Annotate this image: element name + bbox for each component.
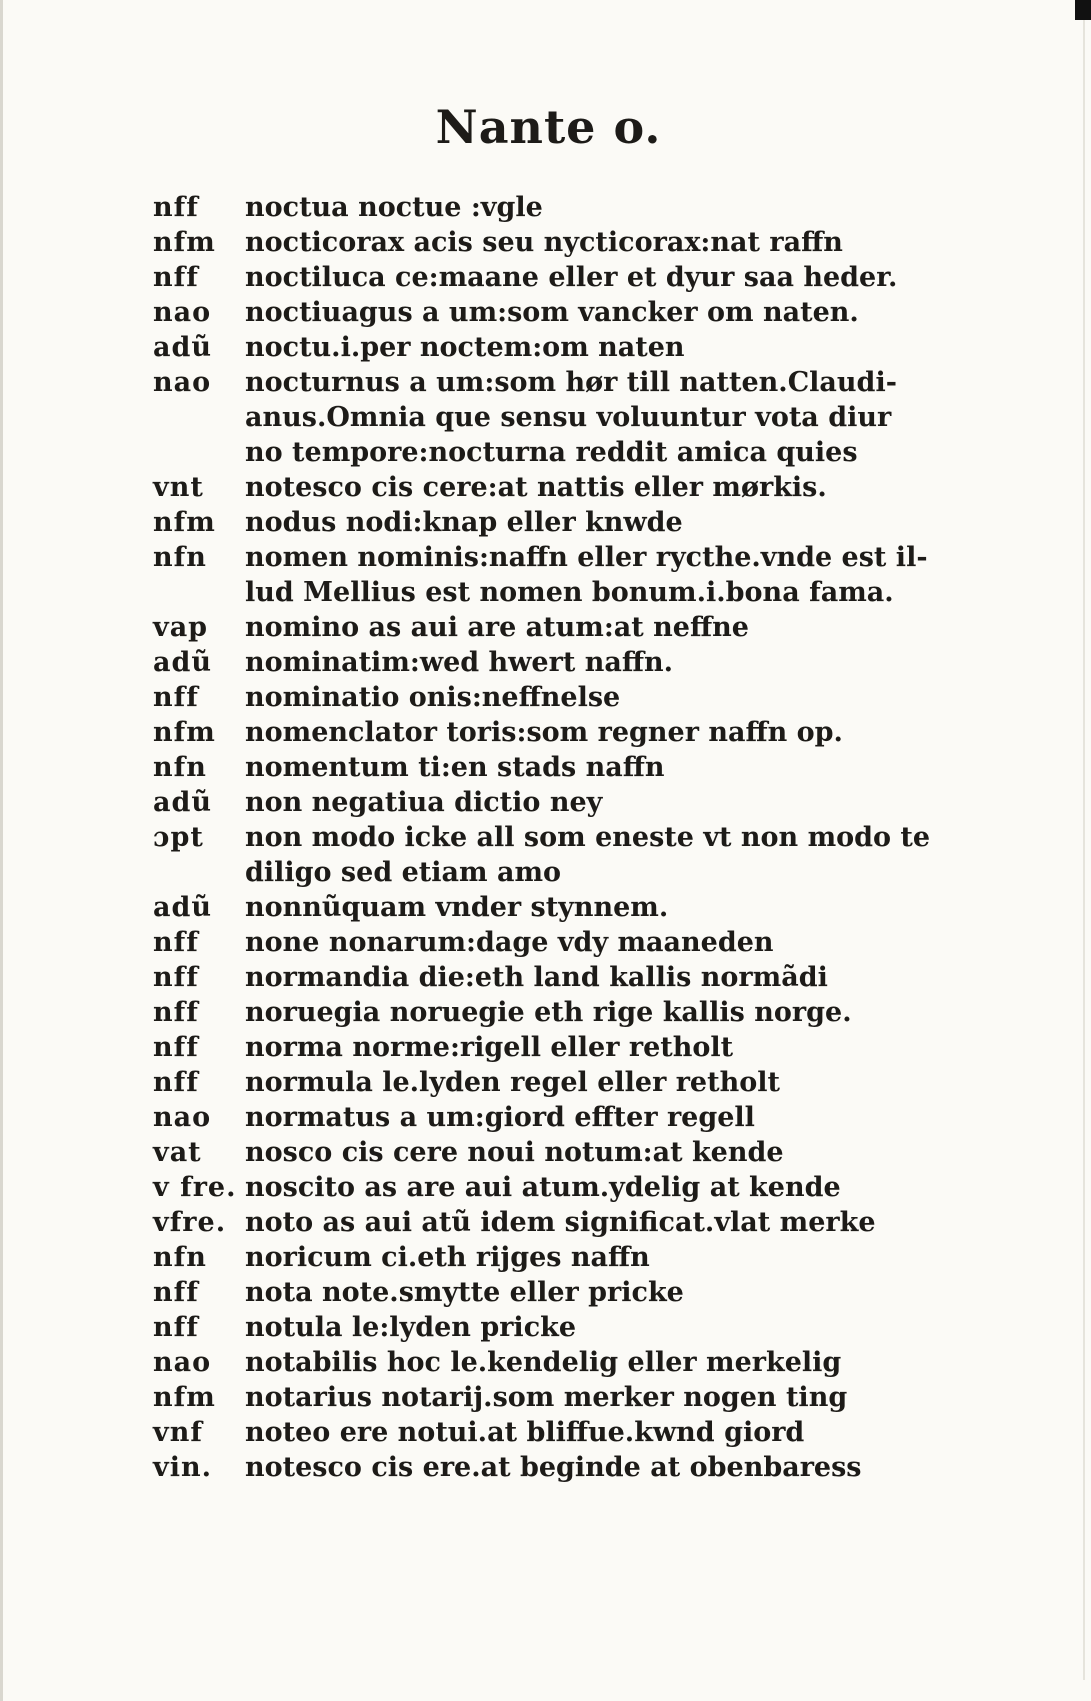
grammar-code: nff [153,1067,199,1098]
grammar-code: vat [153,1137,202,1168]
definition-line: normatus a um:giord effter regell [245,1102,755,1133]
grammar-code: nff [153,1312,199,1343]
entry-definition [245,1380,923,1415]
dictionary-entry [153,890,923,925]
dictionary-entry [153,925,923,960]
grammar-code: ɔpt [153,822,204,853]
definition-line: diligo sed etiam amo [245,857,562,888]
definition-line: notabilis hoc le.kendelig eller merkelig [245,1347,842,1378]
grammar-code: nfm [153,717,216,748]
definition-line: nota note.smytte eller pricke [245,1277,684,1308]
grammar-code: nfn [153,752,207,783]
entry-definition [245,1275,923,1310]
entry-definition [245,540,928,610]
dictionary-entry [153,1310,923,1345]
definition-line: anus.Omnia que sensu voluuntur vota diur [245,402,892,433]
entry-definition [245,1415,923,1450]
entry-definition [245,610,923,645]
definition-line: nomentum ti:en stads naffn [245,752,665,783]
dictionary-entry [153,960,923,995]
dictionary-entry [153,785,923,820]
definition-line: nomenclator toris:som regner naffn op. [245,717,843,748]
grammar-code: nfn [153,1242,207,1273]
entry-definition [245,330,923,365]
entry-definition [245,1030,923,1065]
dictionary-entry [153,1170,923,1205]
grammar-code: adũ [153,892,213,923]
definition-line: nomen nominis:naffn eller rycthe.vnde est il- [245,542,928,573]
grammar-code: nao [153,1102,212,1133]
dictionary-entry [153,1345,923,1380]
grammar-code: nff [153,1277,199,1308]
grammar-code: nff [153,1032,199,1063]
grammar-code: vap [153,612,209,643]
definition-line: nocturnus a um:som hør till natten.Claudi- [245,367,897,398]
dictionary-entry [153,225,923,260]
entry-definition [245,1100,923,1135]
definition-line: nocticorax acis seu nycticorax:nat raffn [245,227,843,258]
entry-definition [245,820,930,890]
page-edge-line [1083,20,1085,1680]
definition-line: noto as aui atũ idem significat.vlat merke [245,1207,876,1238]
grammar-code: nff [153,262,199,293]
entry-definition [245,1240,923,1275]
grammar-code: v fre. [153,1172,237,1203]
entry-definition [245,645,923,680]
definition-line: notula le:lyden pricke [245,1312,577,1343]
entry-definition [245,470,923,505]
entry-definition [245,1345,923,1380]
dictionary-entry-list [153,190,931,1485]
grammar-code: adũ [153,332,213,363]
definition-line: normula le.lyden regel eller retholt [245,1067,780,1098]
definition-line: noctua noctue :vgle [245,192,543,223]
definition-line: noscito as are aui atum.ydelig at kende [245,1172,841,1203]
entry-definition [245,1170,923,1205]
dictionary-entry [153,715,923,750]
dictionary-entry [153,610,923,645]
definition-line: nominatim:wed hwert naffn. [245,647,674,678]
definition-line: noruegia noruegie eth rige kallis norge. [245,997,852,1028]
definition-line: notesco cis cere:at nattis eller mørkis. [245,472,827,503]
grammar-code: adũ [153,787,213,818]
entry-definition [245,785,923,820]
dictionary-entry [153,1135,923,1170]
definition-line: nomino as aui are atum:at neffne [245,612,749,643]
dictionary-entry [153,1205,923,1240]
definition-line: non modo icke all som eneste vt non modo te [245,822,931,853]
dictionary-entry [153,330,923,365]
dictionary-entry [153,1275,923,1310]
grammar-code: nao [153,367,212,398]
entry-definition [245,505,923,540]
grammar-code: nao [153,297,212,328]
grammar-code: vnt [153,472,204,503]
definition-line: noctiluca ce:maane eller et dyur saa heder. [245,262,898,293]
dictionary-entry [153,1380,923,1415]
entry-definition [245,925,923,960]
dictionary-entry [153,1030,923,1065]
grammar-code: nff [153,682,199,713]
grammar-code: nff [153,997,199,1028]
grammar-code: vfre. [153,1207,227,1238]
entry-definition [245,190,923,225]
definition-line: noctiuagus a um:som vancker om naten. [245,297,859,328]
grammar-code: vnf [153,1417,203,1448]
dictionary-entry [153,470,923,505]
definition-line: nosco cis cere noui notum:at kende [245,1137,784,1168]
dictionary-entry [153,995,923,1030]
grammar-code: nff [153,927,199,958]
entry-definition [245,1205,923,1240]
grammar-code: nff [153,192,199,223]
entry-definition [245,365,923,470]
definition-line: no tempore:nocturna reddit amica quies [245,437,858,468]
dictionary-entry [153,365,923,470]
dictionary-entry [153,1415,923,1450]
dictionary-entry [153,1450,923,1485]
definition-line: none nonarum:dage vdy maaneden [245,927,774,958]
entry-definition [245,1450,923,1485]
dictionary-entry [153,260,923,295]
definition-line: noricum ci.eth rijges naffn [245,1242,650,1273]
entry-definition [245,750,923,785]
entry-definition [245,715,923,750]
dictionary-entry [153,750,923,785]
dictionary-entry [153,505,923,540]
dictionary-entry [153,1065,923,1100]
definition-line: norma norme:rigell eller retholt [245,1032,734,1063]
definition-line: normandia die:eth land kallis normãdi [245,962,828,993]
definition-line: nonnũquam vnder stynnem. [245,892,669,923]
scan-corner-mark [1075,0,1091,20]
entry-definition [245,1310,923,1345]
definition-line: non negatiua dictio ney [245,787,603,818]
entry-definition [245,295,923,330]
definition-line: notarius notarij.som merker nogen ting [245,1382,848,1413]
definition-line: nodus nodi:knap eller knwde [245,507,683,538]
grammar-code: nao [153,1347,212,1378]
entry-definition [245,960,923,995]
dictionary-entry [153,645,923,680]
entry-definition [245,680,923,715]
grammar-code: nff [153,962,199,993]
entry-definition [245,1065,923,1100]
grammar-code: vin. [153,1452,212,1483]
grammar-code: nfm [153,1382,216,1413]
entry-definition [245,995,923,1030]
dictionary-entry [153,190,923,225]
entry-definition [245,1135,923,1170]
grammar-code: adũ [153,647,213,678]
entry-definition [245,225,923,260]
definition-line: noctu.i.per noctem:om naten [245,332,685,363]
definition-line: lud Mellius est nomen bonum.i.bona fama. [245,577,894,608]
definition-line: nominatio onis:neffnelse [245,682,621,713]
grammar-code: nfm [153,227,216,258]
entry-definition [245,260,923,295]
dictionary-entry [153,820,931,890]
dictionary-entry [153,295,923,330]
page-heading: Nante o. [435,100,662,154]
dictionary-entry [153,1240,923,1275]
dictionary-entry [153,540,928,610]
grammar-code: nfm [153,507,216,538]
entry-definition [245,890,923,925]
grammar-code: nfn [153,542,207,573]
dictionary-entry [153,1100,923,1135]
dictionary-entry [153,680,923,715]
definition-line: notesco cis ere.at beginde at obenbaress [245,1452,862,1483]
definition-line: noteo ere notui.at bliffue.kwnd giord [245,1417,805,1448]
